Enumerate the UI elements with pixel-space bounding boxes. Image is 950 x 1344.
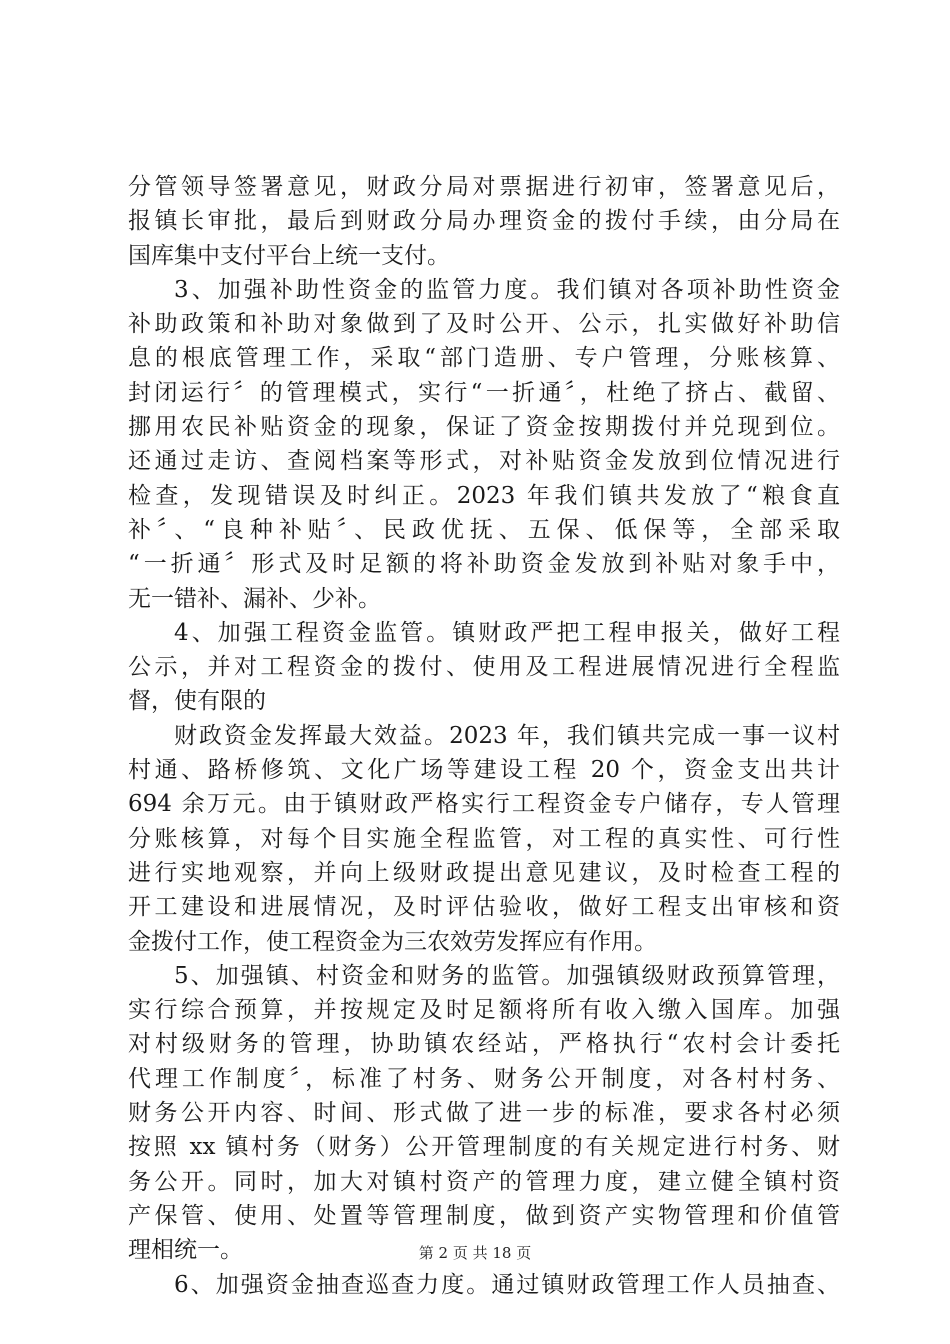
text-line: 补〞、“良种补贴〞、民政优抚、五保、低保等，全部采取 bbox=[128, 516, 840, 543]
text-line: 分管领导签署意见，财政分局对票据进行初审，签署意见后， bbox=[128, 174, 840, 200]
text-line: 产保管、使用、处置等管理制度，做到资产实物管理和价值管 bbox=[128, 1202, 840, 1229]
text-line: 财务公开内容、时间、形式做了进一步的标准，要求各村必须 bbox=[128, 1100, 840, 1127]
text-line: 公示，并对工程资金的拨付、使用及工程进展情况进行全程监 bbox=[128, 654, 840, 681]
text-line: 检查，发现错误及时纠正。2023 年我们镇共发放了“粮食直 bbox=[128, 482, 840, 509]
text-line: 开工建设和进展情况，及时评估验收，做好工程支出审核和资 bbox=[128, 894, 840, 921]
text-line: 报镇长审批，最后到财政分局办理资金的拨付手续，由分局在 bbox=[128, 208, 840, 235]
text-line: 封闭运行〞的管理模式，实行“一折通〞，杜绝了挤占、截留、 bbox=[128, 379, 840, 406]
page-footer bbox=[0, 1243, 950, 1263]
page-number-label: 第 2 页 共 18 页 bbox=[418, 1244, 532, 1262]
text-line: 694 余万元。由于镇财政严格实行工程资金专户储存，专人管理 bbox=[128, 791, 840, 818]
text-line: 3、加强补助性资金的监管力度。我们镇对各项补助性资金 bbox=[174, 276, 840, 303]
text-line: 按照 xx 镇村务（财务）公开管理制度的有关规定进行村务、财 bbox=[128, 1134, 840, 1161]
text-line: 实行综合预算，并按规定及时足额将所有收入缴入国库。加强 bbox=[128, 997, 840, 1024]
text-line: 息的根底管理工作，采取“部门造册、专户管理，分账核算、 bbox=[128, 345, 840, 372]
text-line: 6、加强资金抽查巡查力度。通过镇财政管理工作人员抽查、 bbox=[174, 1271, 840, 1298]
text-line: 5、加强镇、村资金和财务的监管。加强镇级财政预算管理， bbox=[174, 962, 840, 989]
document-body bbox=[128, 170, 840, 1302]
text-line: 财政资金发挥最大效益。2023 年，我们镇共完成一事一议村 bbox=[174, 722, 840, 749]
text-line: 金拨付工作，使工程资金为三农效劳发挥应有作用。 bbox=[128, 928, 657, 955]
text-line: 对村级财务的管理，协助镇农经站，严格执行“农村会计委托 bbox=[128, 1031, 840, 1058]
text-line: 务公开。同时，加大对镇村资产的管理力度，建立健全镇村资 bbox=[128, 1168, 840, 1195]
text-line: 无一错补、漏补、少补。 bbox=[128, 585, 381, 612]
text-line: 代理工作制度〞，标准了村务、财务公开制度，对各村村务、 bbox=[128, 1065, 840, 1092]
text-line: 督，使有限的 bbox=[128, 688, 266, 715]
text-line: 补助政策和补助对象做到了及时公开、公示，扎实做好补助信 bbox=[128, 311, 840, 338]
text-line: 挪用农民补贴资金的现象，保证了资金按期拨付并兑现到位。 bbox=[128, 414, 840, 441]
text-line: 村通、路桥修筑、文化广场等建设工程 20 个，资金支出共计 bbox=[128, 757, 840, 784]
text-line: 理相统一。 bbox=[128, 1237, 243, 1264]
text-line: 4、加强工程资金监管。镇财政严把工程申报关，做好工程 bbox=[174, 619, 840, 646]
text-line: 国库集中支付平台上统一支付。 bbox=[128, 242, 450, 269]
text-line: 进行实地观察，并向上级财政提出意见建议，及时检查工程的 bbox=[128, 859, 840, 886]
text-line: “一折通〞形式及时足额的将补助资金发放到补贴对象手中， bbox=[128, 551, 840, 578]
text-line: 分账核算，对每个目实施全程监管，对工程的真实性、可行性 bbox=[128, 825, 840, 852]
text-line: 还通过走访、查阅档案等形式，对补贴资金发放到位情况进行 bbox=[128, 448, 840, 475]
